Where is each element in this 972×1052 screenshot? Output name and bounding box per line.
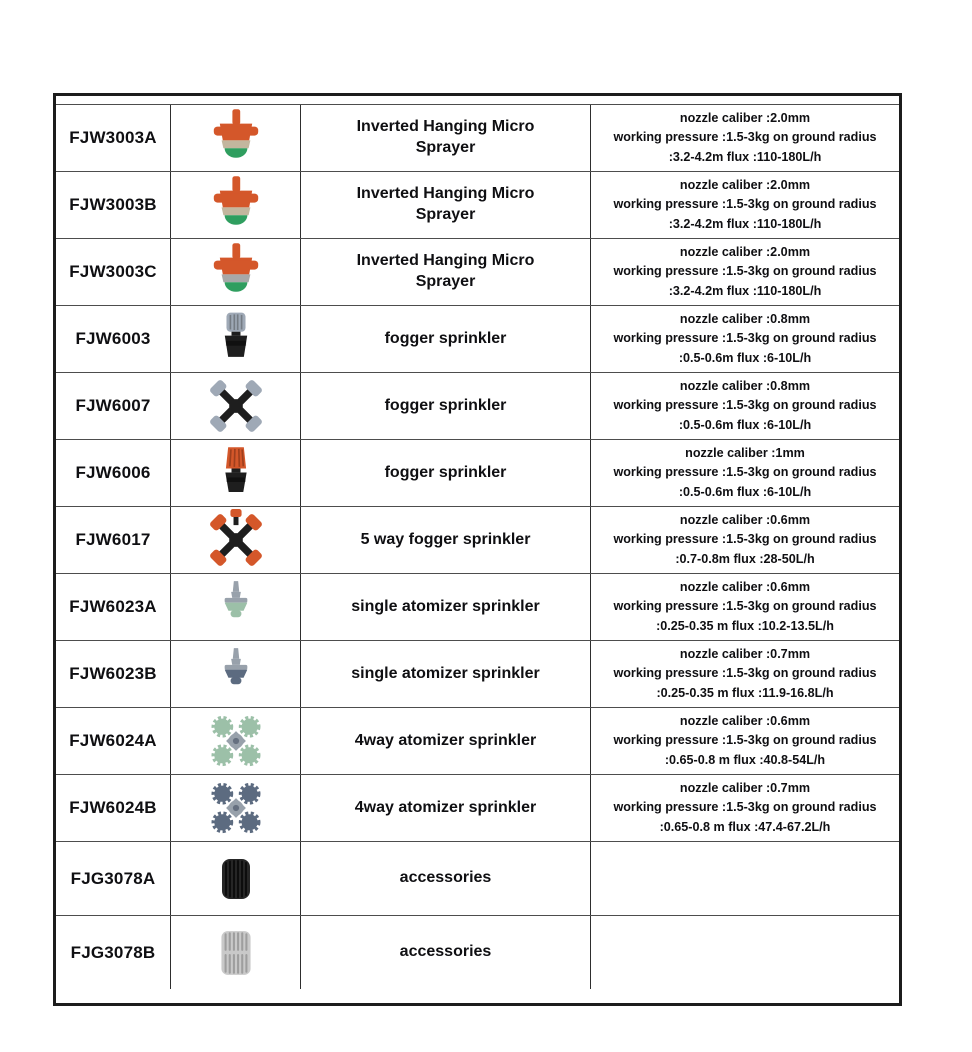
spec-line: working pressure :1.5-3kg on ground radius [613,197,877,212]
product-code: FJW6024B [56,775,171,841]
product-name: single atomizer sprinkler [301,641,591,707]
product-image-cell [171,306,301,372]
product-specs [591,507,899,573]
product-name: 4way atomizer sprinkler [301,708,591,774]
product-specs [591,373,899,439]
table-row [56,238,899,305]
fogger-sprinkler-icon [208,309,264,369]
spec-line: working pressure :1.5-3kg on ground radius [613,130,877,145]
product-code: FJW6003 [56,306,171,372]
product-code: FJW6024A [56,708,171,774]
spec-line: nozzle caliber :2.0mm [679,178,811,193]
product-image-cell [171,775,301,841]
table-row [56,372,899,439]
product-specs [591,842,899,915]
spec-line: nozzle caliber :0.6mm [679,513,811,528]
product-image-cell [171,239,301,305]
product-name: accessories [301,842,591,915]
4way-fogger-cross-icon [205,375,267,437]
product-image-cell [171,440,301,506]
product-specs [591,172,899,238]
product-specs [591,708,899,774]
spec-line: :3.2-4.2m flux :110-180L/h [668,149,822,164]
inverted-sprayer-icon [206,107,266,169]
product-name: accessories [301,916,591,989]
product-code: FJW6023A [56,574,171,640]
spec-line: :0.5-0.6m flux :6-10L/h [678,417,812,432]
spec-line: working pressure :1.5-3kg on ground radius [613,733,877,748]
ribbed-barrel-icon [209,854,263,904]
table-row [56,506,899,573]
product-code: FJG3078B [56,916,171,989]
table-row [56,104,899,171]
product-image-cell [171,641,301,707]
spec-line: :0.65-0.8 m flux :40.8-54L/h [664,752,826,767]
product-image-cell [171,507,301,573]
product-code: FJW6023B [56,641,171,707]
product-image-cell [171,842,301,915]
product-name: Inverted Hanging Micro Sprayer [301,239,591,305]
table-row [56,573,899,640]
table-header-strip [56,96,899,104]
product-image-cell [171,373,301,439]
product-name: Inverted Hanging Micro Sprayer [301,172,591,238]
4way-atomizer-icon [205,710,267,772]
spec-line: :0.65-0.8 m flux :47.4-67.2L/h [659,819,831,834]
ribbed-barrel-icon [209,927,263,979]
product-code: FJW6017 [56,507,171,573]
table-row [56,841,899,915]
product-specs [591,916,899,989]
product-name: 5 way fogger sprinkler [301,507,591,573]
spec-line: nozzle caliber :2.0mm [679,111,811,126]
product-code: FJW6006 [56,440,171,506]
product-image-cell [171,708,301,774]
fogger-sprinkler-icon [208,443,264,503]
spec-line: :0.5-0.6m flux :6-10L/h [678,484,812,499]
4way-atomizer-icon [205,777,267,839]
table-row [56,774,899,841]
product-code: FJW3003A [56,105,171,171]
table-row [56,915,899,989]
product-name: fogger sprinkler [301,373,591,439]
product-specs [591,574,899,640]
spec-line: nozzle caliber :0.8mm [679,379,811,394]
spec-line: :0.25-0.35 m flux :10.2-13.5L/h [656,618,834,633]
product-table [53,93,902,1006]
spec-line: nozzle caliber :2.0mm [679,245,811,260]
spec-line: working pressure :1.5-3kg on ground radius [613,398,877,413]
product-name: single atomizer sprinkler [301,574,591,640]
product-specs [591,775,899,841]
product-specs [591,440,899,506]
product-name: fogger sprinkler [301,306,591,372]
spec-line: nozzle caliber :0.8mm [679,312,811,327]
spec-line: :3.2-4.2m flux :110-180L/h [668,216,822,231]
product-image-cell [171,574,301,640]
spec-line: working pressure :1.5-3kg on ground radius [613,264,877,279]
product-specs [591,306,899,372]
product-specs [591,105,899,171]
product-specs [591,239,899,305]
table-row [56,640,899,707]
product-image-cell [171,916,301,989]
product-code: FJW3003B [56,172,171,238]
product-name: fogger sprinkler [301,440,591,506]
spec-line: :0.25-0.35 m flux :11.9-16.8L/h [656,685,834,700]
spec-line: :3.2-4.2m flux :110-180L/h [668,283,822,298]
spec-line: nozzle caliber :0.6mm [679,580,811,595]
spec-line: :0.7-0.8m flux :28-50L/h [675,551,815,566]
spec-line: nozzle caliber :0.7mm [679,647,811,662]
product-specs [591,641,899,707]
spec-line: working pressure :1.5-3kg on ground radius [613,465,877,480]
spec-line: nozzle caliber :0.6mm [679,714,811,729]
product-code: FJW6007 [56,373,171,439]
5way-fogger-cross-icon [205,509,267,571]
product-image-cell [171,105,301,171]
table-row [56,707,899,774]
product-name: 4way atomizer sprinkler [301,775,591,841]
spec-line: working pressure :1.5-3kg on ground radius [613,599,877,614]
table-row [56,439,899,506]
spec-line: :0.5-0.6m flux :6-10L/h [678,350,812,365]
spec-line: working pressure :1.5-3kg on ground radius [613,532,877,547]
inverted-sprayer-icon [206,241,266,303]
product-code: FJW3003C [56,239,171,305]
product-image-cell [171,172,301,238]
spec-line: working pressure :1.5-3kg on ground radius [613,800,877,815]
table-row [56,305,899,372]
spec-line: working pressure :1.5-3kg on ground radius [613,666,877,681]
table-row [56,171,899,238]
product-code: FJG3078A [56,842,171,915]
spec-line: working pressure :1.5-3kg on ground radius [613,331,877,346]
inverted-sprayer-icon [206,174,266,236]
single-atomizer-icon [209,643,263,705]
spec-line: nozzle caliber :1mm [685,446,805,461]
product-name: Inverted Hanging Micro Sprayer [301,105,591,171]
spec-line: nozzle caliber :0.7mm [679,781,811,796]
single-atomizer-icon [209,576,263,638]
